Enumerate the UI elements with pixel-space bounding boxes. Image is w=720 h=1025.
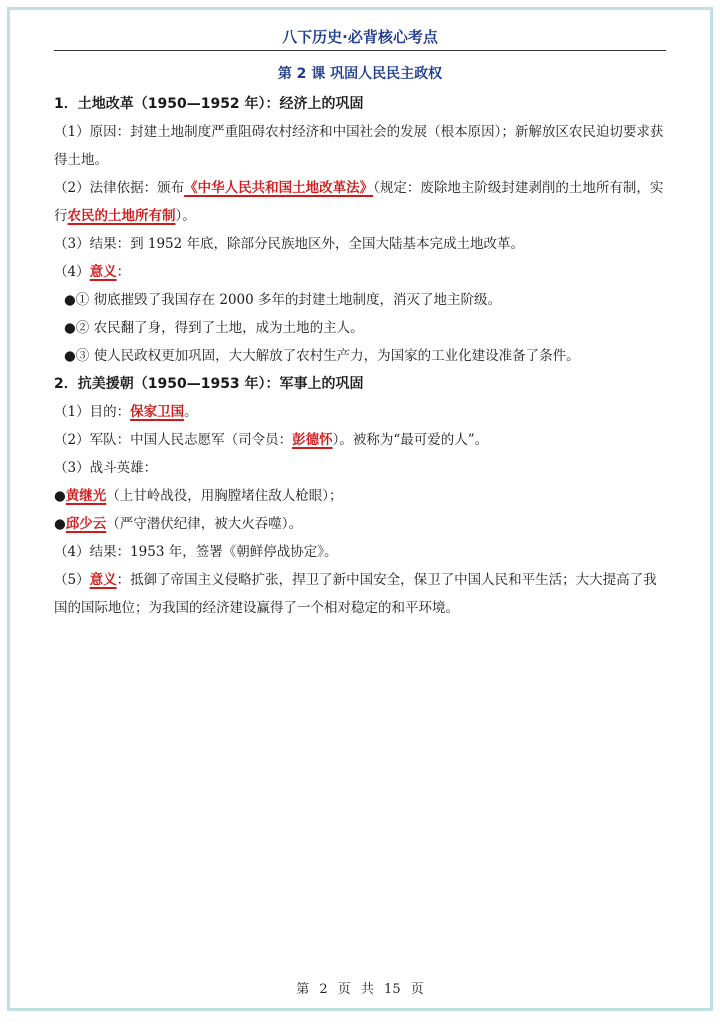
significance-point-3: ●③ 使人民政权更加巩固，大大解放了农村生产力，为国家的工业化建设准备了条件。 (64, 348, 580, 364)
law-middle: （规定：废除地主阶级封建剥削的土地所有制，实行 (54, 180, 664, 224)
section-2-significance (54, 566, 666, 622)
section-1-title: 1．土地改革（1950—1952 年）：经济上的巩固 (54, 96, 364, 112)
army-prefix: （2）军队：中国人民志愿军（司令员： (54, 432, 293, 448)
army-suffix: ）。被称为“最可爱的人”。 (332, 432, 489, 448)
hero-2-desc: （严守潜伏纪律，被大火吞噬）。 (106, 516, 303, 532)
hero-2 (54, 510, 666, 538)
hero-1-name: 黄继光 (65, 488, 107, 504)
purpose-suffix: 。 (184, 404, 198, 420)
page-number: 第 2 页 共 15 页 (296, 982, 424, 997)
significance-point-2: ●② 农民翻了身，得到了土地，成为土地的主人。 (64, 320, 364, 336)
significance-colon: ： (116, 264, 131, 280)
document-page (7, 7, 713, 1011)
section-1-law (54, 174, 666, 230)
section-2-army (54, 426, 666, 454)
significance-keyword: 意义 (89, 264, 117, 280)
significance-2-text: ：抵御了帝国主义侵略扩张，捍卫了新中国安全，保卫了中国人民和平生活；大大提高了我国的国际地位；为我国的经济建设赢得了一个相对稳定的和平环境。 (54, 572, 657, 616)
section-1-result: （3）结果：到 1952 年底，除部分民族地区外，全国大陆基本完成土地改革。 (54, 236, 525, 252)
law-prefix: （2）法律依据：颁布 (54, 180, 185, 196)
document-header: 八下历史·必背核心考点 (282, 28, 438, 46)
lesson-title: 第 2 课 巩固人民民主政权 (277, 66, 443, 82)
section-2-heroes: （3）战斗英雄： (54, 460, 158, 476)
content (54, 90, 666, 622)
hero-1-bullet: ● (54, 488, 66, 504)
hero-2-name: 邱少云 (65, 516, 107, 532)
hero-2-bullet: ● (54, 516, 66, 532)
significance-prefix: （4） (54, 264, 90, 280)
law-suffix: ）。 (175, 208, 196, 224)
section-2-purpose (54, 398, 666, 426)
peasant-land-ownership: 农民的土地所有制 (67, 208, 176, 224)
commander-name: 彭德怀 (292, 432, 333, 448)
significance-point-1: ●① 彻底摧毁了我国存在 2000 多年的封建土地制度，消灭了地主阶级。 (64, 292, 502, 308)
land-reform-law: 《中华人民共和国土地改革法》 (184, 180, 374, 196)
hero-1 (54, 482, 666, 510)
section-1-significance (54, 258, 666, 286)
significance-2-keyword: 意义 (89, 572, 117, 588)
significance-2-prefix: （5） (54, 572, 90, 588)
header-rule (54, 50, 666, 51)
section-2-result: （4）结果：1953 年，签署《朝鲜停战协定》。 (54, 544, 338, 560)
section-1-cause: （1）原因：封建土地制度严重阻碍农村经济和中国社会的发展（根本原因）；新解放区农民迫切要求获得土地。 (54, 124, 664, 168)
purpose-keyword: 保家卫国 (130, 404, 185, 420)
section-2-title: 2．抗美援朝（1950—1953 年）：军事上的巩固 (54, 376, 364, 392)
hero-1-desc: （上甘岭战役，用胸膛堵住敌人枪眼）； (106, 488, 343, 504)
purpose-prefix: （1）目的： (54, 404, 131, 420)
